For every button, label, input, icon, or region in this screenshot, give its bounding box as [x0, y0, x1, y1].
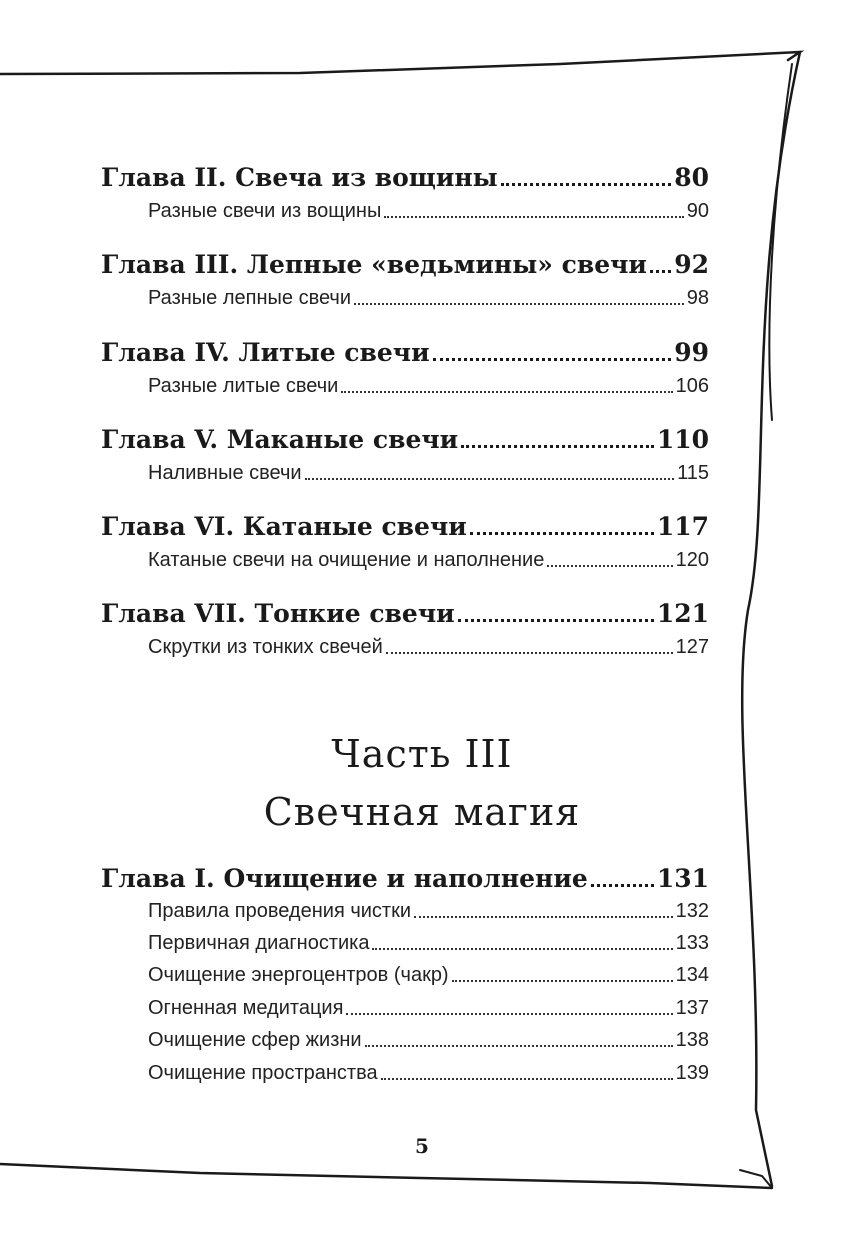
dot-leader: [452, 979, 673, 982]
subsection-title: Катаные свечи на очищение и наполнение: [148, 549, 545, 571]
subsection-page-number: 90: [686, 200, 709, 222]
chapter-title: Глава III. Лепные «ведьмины» свечи: [101, 250, 647, 279]
dot-leader: [414, 915, 673, 918]
subsection-page-number: 133: [675, 932, 709, 954]
subsection-title: Наливные свечи: [148, 462, 302, 484]
toc-chapter-row: [101, 512, 709, 541]
subsection-title: Скрутки из тонких свечей: [148, 636, 383, 658]
toc-subsection-row: [148, 636, 709, 659]
toc-subsection-row: [148, 1062, 709, 1085]
toc-subsection-row: [148, 932, 709, 955]
subsection-page-number: 106: [675, 375, 709, 397]
toc-subsection-row: [148, 997, 709, 1020]
dot-leader: [461, 444, 654, 448]
subsection-page-number: 138: [675, 1029, 709, 1051]
dot-leader: [341, 390, 672, 393]
toc-subsection-row: [148, 900, 709, 923]
dot-leader: [365, 1044, 673, 1047]
dot-leader: [433, 357, 672, 361]
chapter-page-number: 92: [674, 250, 709, 279]
subsection-page-number: 98: [686, 287, 709, 309]
subsection-page-number: 134: [675, 964, 709, 986]
dot-leader: [305, 477, 675, 480]
part-label: Часть III: [331, 732, 513, 776]
toc-subsection-row: [148, 1029, 709, 1052]
subsection-page-number: 132: [675, 900, 709, 922]
chapter-title: Глава V. Маканые свечи: [101, 425, 459, 454]
toc-subsection-row: [148, 462, 709, 485]
page-number: 5: [415, 1134, 429, 1158]
dot-leader: [354, 302, 684, 305]
dot-leader: [591, 883, 654, 887]
toc-chapter-row: [101, 599, 709, 628]
chapter-title: Глава IV. Литые свечи: [101, 338, 430, 367]
subsection-title: Правила проведения чистки: [148, 900, 411, 922]
toc-subsection-row: [148, 549, 709, 572]
chapter-page-number: 117: [656, 512, 709, 541]
subsection-title: Огненная медитация: [148, 997, 344, 1019]
toc-chapter-row: [101, 250, 709, 279]
subsection-page-number: 127: [675, 636, 709, 658]
subsection-title: Очищение энергоцентров (чакр): [148, 964, 449, 986]
dot-leader: [372, 947, 672, 950]
toc-subsection-row: [148, 964, 709, 987]
toc-chapter-row: [101, 864, 709, 893]
chapter-title: Глава VI. Катаные свечи: [101, 512, 467, 541]
chapter-page-number: 121: [656, 599, 709, 628]
toc-subsection-row: [148, 200, 709, 223]
chapter-page-number: 80: [674, 163, 709, 192]
subsection-title: Очищение сфер жизни: [148, 1029, 362, 1051]
dot-leader: [458, 618, 654, 622]
chapter-page-number: 131: [656, 864, 709, 893]
dot-leader: [384, 215, 683, 218]
dot-leader: [547, 564, 672, 567]
toc-subsection-row: [148, 287, 709, 310]
subsection-title: Разные литые свечи: [148, 375, 339, 397]
subsection-title: Разные свечи из вощины: [148, 200, 382, 222]
part-title: Свечная магия: [263, 790, 581, 834]
dot-leader: [501, 182, 671, 186]
chapter-title: Глава VII. Тонкие свечи: [101, 599, 455, 628]
chapter-page-number: 110: [656, 425, 709, 454]
dot-leader: [346, 1012, 672, 1015]
subsection-title: Разные лепные свечи: [148, 287, 352, 309]
dot-leader: [650, 269, 671, 273]
subsection-page-number: 139: [675, 1062, 709, 1084]
chapter-title: Глава II. Свеча из вощины: [101, 163, 498, 192]
toc-subsection-row: [148, 375, 709, 398]
subsection-title: Первичная диагностика: [148, 932, 370, 954]
dot-leader: [386, 651, 673, 654]
chapter-page-number: 99: [674, 338, 709, 367]
subsection-page-number: 137: [675, 997, 709, 1019]
toc-chapter-row: [101, 163, 709, 192]
dot-leader: [381, 1077, 673, 1080]
toc-chapter-row: [101, 425, 709, 454]
subsection-title: Очищение пространства: [148, 1062, 378, 1084]
toc-chapter-row: [101, 338, 709, 367]
subsection-page-number: 115: [677, 462, 709, 484]
subsection-page-number: 120: [675, 549, 709, 571]
dot-leader: [470, 531, 654, 535]
chapter-title: Глава I. Очищение и наполнение: [101, 864, 588, 893]
